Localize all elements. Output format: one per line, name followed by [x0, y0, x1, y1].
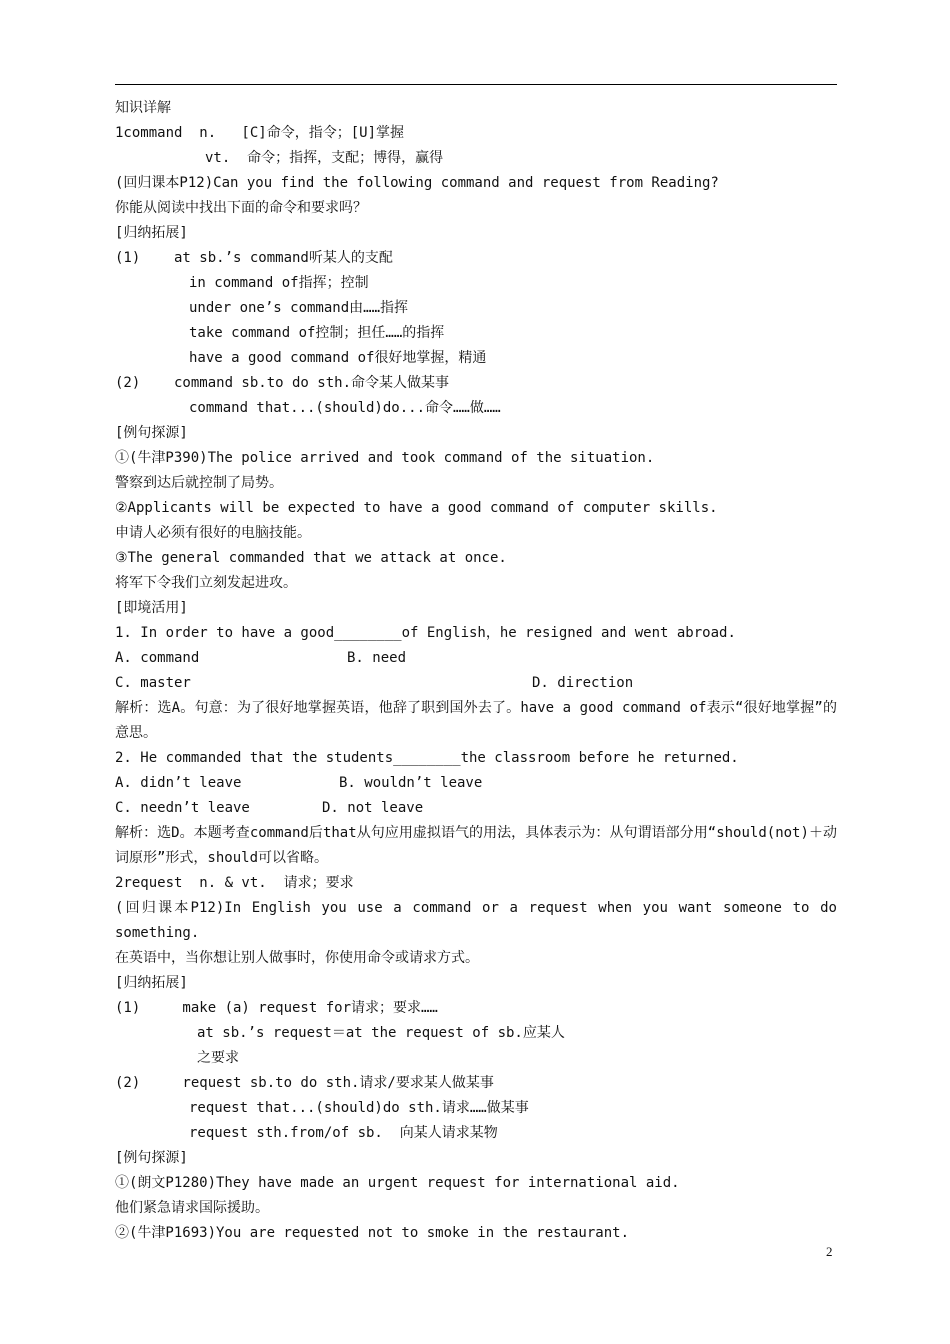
item2-expand2-line: (2) request sb.to do sth.请求/要求某人做某事	[115, 1075, 494, 1091]
example-translation: 将军下令我们立刻发起进攻。	[115, 575, 297, 591]
item1-textbook-cn: 你能从阅读中找出下面的命令和要求吗？	[115, 200, 367, 216]
example-sentence: ①(牛津P390)The police arrived and took command of the situation.	[115, 450, 655, 466]
item2-expand1-line: 之要求	[197, 1050, 239, 1066]
option-a: A. command	[115, 650, 200, 666]
item1-vt: vt. 命令；指挥，支配；博得，赢得	[205, 150, 444, 166]
item2-expand2-line: request that...(should)do sth.请求……做某事	[189, 1100, 529, 1116]
item2-expand1-line: (1) make (a) request for请求；要求……	[115, 1000, 438, 1016]
question-1-options-row1	[115, 646, 837, 671]
question-1-options-row2	[115, 671, 837, 696]
question-1-analysis: 解析：选A。句意：为了很好地掌握英语，他辞了职到国外去了。have a good command of表示“很好地掌握”的意思。	[115, 700, 837, 741]
item1-examples-label: [例句探源]	[115, 425, 188, 441]
item1-head: 1command n. [C]命令，指令；[U]掌握	[115, 125, 405, 141]
item1-expand1-line: have a good command of很好地掌握，精通	[189, 350, 487, 366]
item1-expand2-line: command that...(should)do...命令……做……	[189, 400, 501, 416]
question-1-stem: 1. In order to have a good________of English，he resigned and went abroad.	[115, 625, 736, 641]
option-d: D. not leave	[322, 800, 424, 816]
header-rule	[115, 84, 837, 85]
item1-expand1-line: (1) at sb.’s command听某人的支配	[115, 250, 393, 266]
item2-head: 2request n. & vt. 请求；要求	[115, 875, 354, 891]
example-sentence: ③The general commanded that we attack at once.	[115, 550, 507, 566]
document-body	[115, 96, 837, 1246]
example-translation: 警察到达后就控制了局势。	[115, 475, 283, 491]
item1-expand-label: [归纳拓展]	[115, 225, 188, 241]
example-sentence: ②(牛津P1693)You are requested not to smoke in the restaurant.	[115, 1225, 630, 1241]
question-2-options-row2	[115, 796, 837, 821]
item2-textbook-cn: 在英语中，当你想让别人做事时，你使用命令或请求方式。	[115, 950, 479, 966]
item2-textbook: (回归课本P12)In English you use a command or a request when you want someone to do something.	[115, 900, 837, 941]
option-c: C. needn’t leave	[115, 800, 250, 816]
item2-expand2-line: request sth.from/of sb. 向某人请求某物	[189, 1125, 498, 1141]
item1-expand1-line: take command of控制；担任……的指挥	[189, 325, 445, 341]
question-2-stem: 2. He commanded that the students________the classroom before he returned.	[115, 750, 739, 766]
option-b: B. wouldn’t leave	[339, 775, 483, 791]
item1-expand1-line: in command of指挥；控制	[189, 275, 369, 291]
item2-examples-label: [例句探源]	[115, 1150, 188, 1166]
option-a: A. didn’t leave	[115, 775, 242, 791]
example-sentence: ②Applicants will be expected to have a good command of computer skills.	[115, 500, 718, 516]
item1-textbook: (回归课本P12)Can you find the following command and request from Reading?	[115, 175, 719, 191]
item2-expand1-line: at sb.’s request＝at the request of sb.应某人	[197, 1025, 565, 1041]
question-2-options-row1	[115, 771, 837, 796]
example-translation: 他们紧急请求国际援助。	[115, 1200, 269, 1216]
option-d: D. direction	[532, 675, 634, 691]
item2-expand-label: [归纳拓展]	[115, 975, 188, 991]
item1-expand2-line: (2) command sb.to do sth.命令某人做某事	[115, 375, 450, 391]
section-heading: 知识详解	[115, 100, 171, 116]
item1-expand1-line: under one’s command由……指挥	[189, 300, 409, 316]
option-c: C. master	[115, 675, 191, 691]
item1-practice-label: [即境活用]	[115, 600, 188, 616]
example-translation: 申请人必须有很好的电脑技能。	[115, 525, 311, 541]
question-2-analysis: 解析：选D。本题考查command后that从句应用虚拟语气的用法，具体表示为：从句谓语部分用“should(not)＋动词原形”形式，should可以省略。	[115, 825, 837, 866]
example-sentence: ①(朗文P1280)They have made an urgent request for international aid.	[115, 1175, 680, 1191]
option-b: B. need	[347, 650, 407, 666]
page-number: 2	[826, 1244, 833, 1259]
